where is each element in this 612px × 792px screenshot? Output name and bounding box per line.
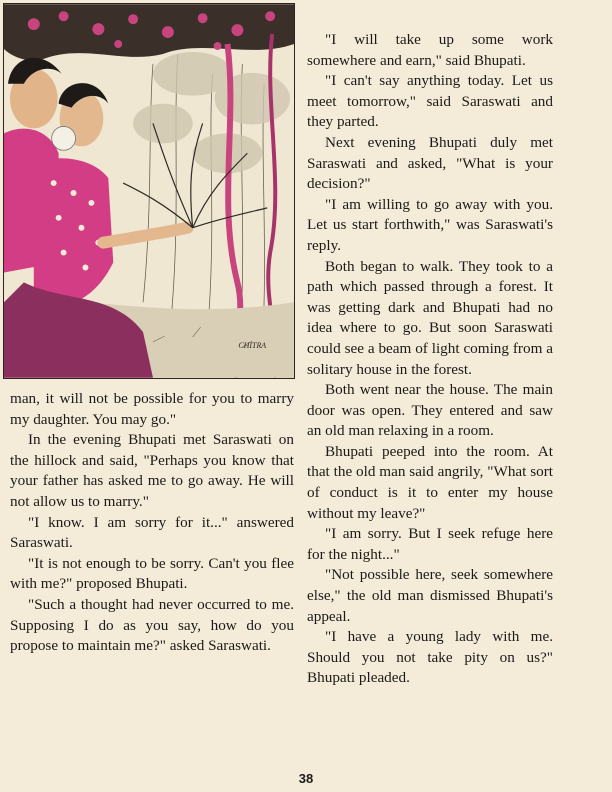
- paragraph: Bhupati peeped into the room. At that the old man said angrily, "What sort of conduct is it to enter my house without my leave?": [307, 442, 553, 522]
- paragraph: "It is not enough to be sorry. Can't you flee with me?" proposed Bhupati.: [10, 554, 294, 593]
- right-text-column: [307, 30, 553, 689]
- couple-in-forest-illustration: [4, 4, 294, 378]
- paragraph: "I can't say anything today. Let us meet tomorrow," said Saraswati and they parted.: [307, 72, 553, 131]
- page-number: 38: [298, 771, 314, 786]
- paragraph: Next evening Bhupati duly met Saraswati and asked, "What is your decision?": [307, 133, 553, 193]
- left-text-column: [10, 389, 294, 657]
- paragraph: "Such a thought had never occurred to me. Supposing I do as you say, how do you propose to maintain me?" asked Saraswati.: [10, 595, 294, 655]
- paragraph: man, it will not be possible for you to marry my daughter. You may go.": [10, 390, 294, 428]
- paragraph: "I am willing to go away with you. Let us start forthwith," was Saraswati's reply.: [307, 195, 553, 254]
- paragraph: "I know. I am sorry for it..." answered Saraswati.: [10, 513, 294, 552]
- paragraph: "I will take up some work somewhere and earn," said Bhupati.: [307, 31, 553, 69]
- paragraph: Both went near the house. The main door was open. They entered and saw an old man relaxing in a room.: [307, 381, 553, 440]
- paragraph: "I have a young lady with me. Should you not take pity on us?" Bhupati pleaded.: [307, 628, 553, 687]
- paragraph: Both began to walk. They took to a path which passed through a forest. It was getting dark and Bhupati had no idea where to go. But soon Saraswati could see a beam of light coming from a solitary house in the forest.: [307, 257, 553, 378]
- story-illustration: [3, 3, 295, 379]
- paragraph: In the evening Bhupati met Saraswati on the hillock and said, "Perhaps you know that your father has asked me to go away. He will not allow us to marry.": [10, 431, 294, 510]
- artist-signature: CHITRA: [238, 340, 267, 350]
- paragraph: "I am sorry. But I seek refuge here for the night...": [307, 525, 553, 563]
- paragraph: "Not possible here, seek somewhere else," the old man dismissed Bhupati's appeal.: [307, 566, 553, 625]
